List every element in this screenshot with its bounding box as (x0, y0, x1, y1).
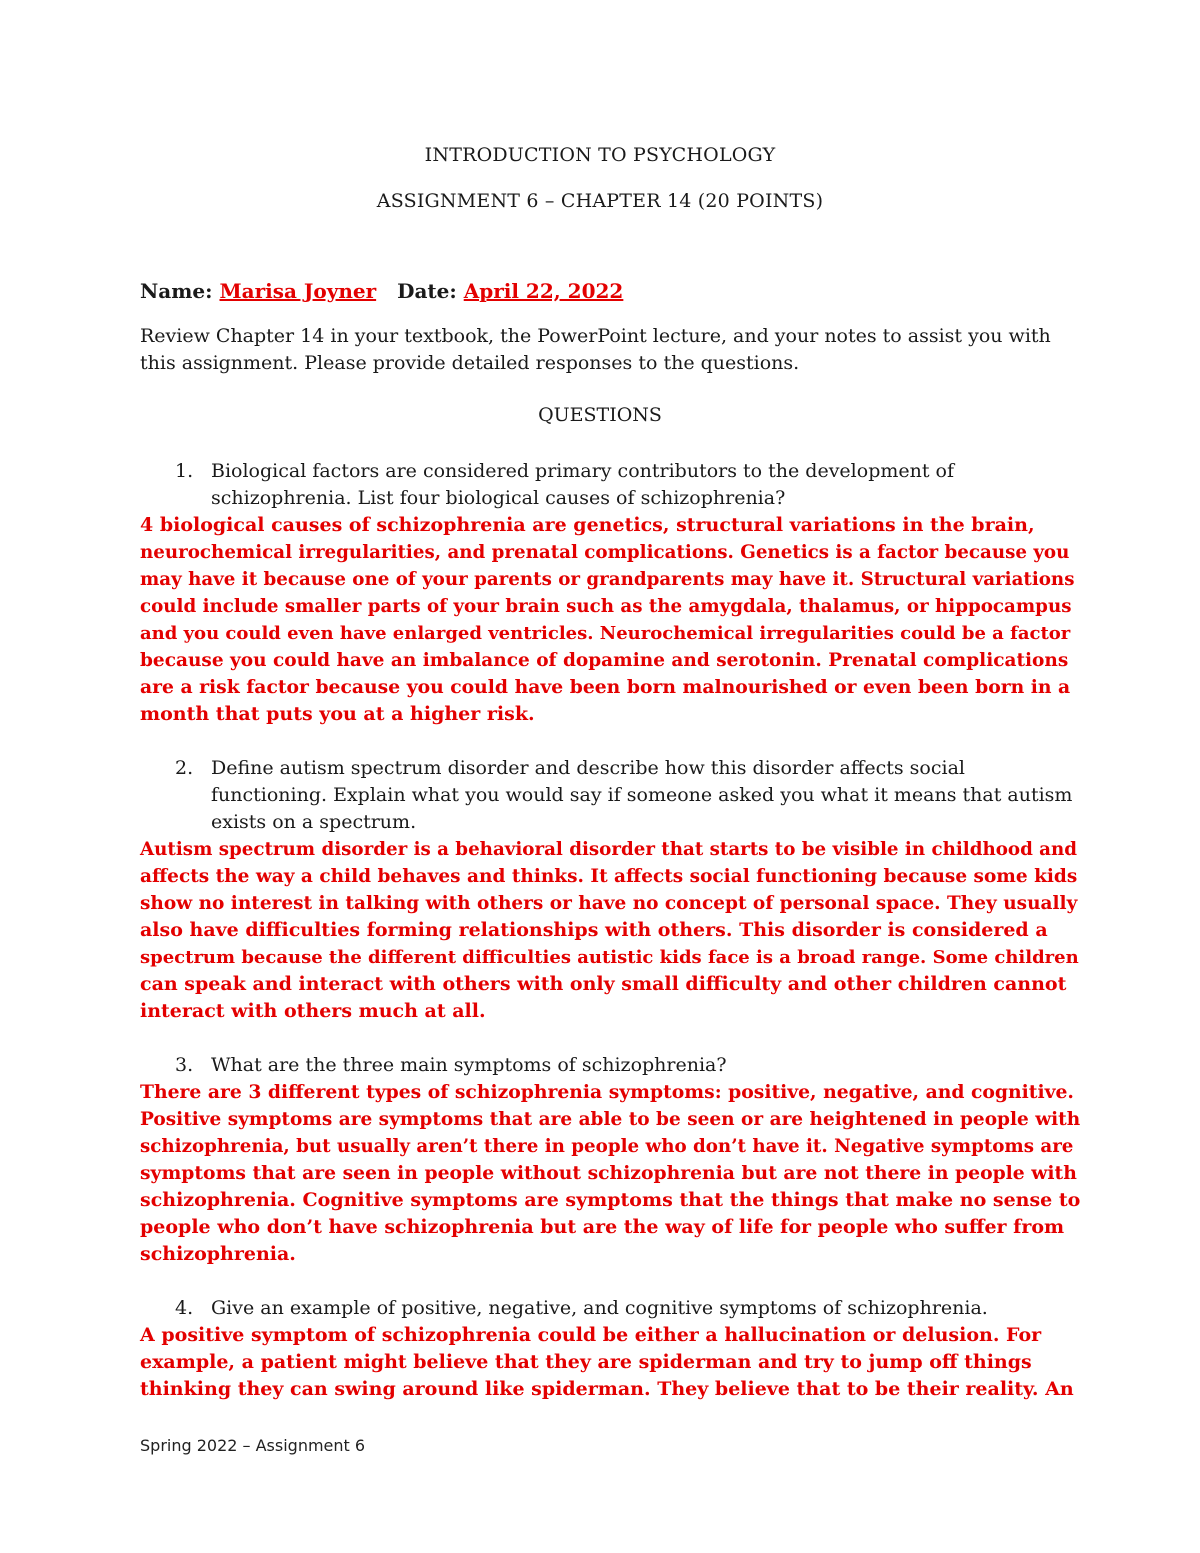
question-text (211, 1295, 988, 1322)
question-line: What are the three main symptoms of schizophrenia? (211, 1054, 727, 1076)
answer-line: example, a patient might believe that they are spiderman and try to jump off things (140, 1351, 1032, 1373)
answer-line: show no interest in talking with others or have no concept of personal space. They usually (140, 893, 1078, 914)
answer-line: schizophrenia. Cognitive symptoms are symptoms that the things that make no sense to (140, 1189, 1081, 1211)
answer-line: spectrum because the different difficulties autistic kids face is a broad range. Some children (140, 947, 1079, 968)
question-number: 1. (175, 460, 194, 482)
name-label: Name: (140, 279, 213, 303)
questions-heading: QUESTIONS (538, 404, 662, 426)
answer-line: schizophrenia, but usually aren’t there in people who don’t have it. Negative symptoms are (140, 1136, 1074, 1157)
answer-line: affects the way a child behaves and thinks. It affects social functioning because some kids (140, 866, 1078, 887)
question-line: functioning. Explain what you would say if someone asked you what it means that autism (211, 784, 1073, 806)
answer-2 (140, 836, 1080, 1025)
question-line: Give an example of positive, negative, and cognitive symptoms of schizophrenia. (211, 1297, 988, 1319)
instructions-paragraph (140, 323, 1070, 377)
answer-line: Positive symptoms are symptoms that are able to be seen or are heightened in people with (140, 1109, 1081, 1130)
page-footer: Spring 2022 – Assignment 6 (140, 1436, 366, 1455)
answer-line: also have difficulties forming relationships with others. This disorder is considered a (140, 919, 1048, 941)
answer-line: interact with others much at all. (140, 1000, 486, 1022)
answer-line: thinking they can swing around like spiderman. They believe that to be their reality. An (140, 1378, 1074, 1400)
answer-line: are a risk factor because you could have been born malnourished or even been born in a (140, 676, 1071, 698)
answer-4 (140, 1322, 1080, 1403)
answer-line: month that puts you at a higher risk. (140, 703, 535, 725)
answer-line: Autism spectrum disorder is a behavioral disorder that starts to be visible in childhood and (140, 839, 1078, 860)
question-line: Biological factors are considered primary contributors to the development of (211, 460, 954, 482)
question-line: schizophrenia. List four biological causes of schizophrenia? (211, 487, 786, 509)
answer-line: may have it because one of your parents or grandparents may have it. Structural variations (140, 569, 1075, 590)
answer-1 (140, 512, 1080, 728)
course-title: INTRODUCTION TO PSYCHOLOGY (424, 144, 776, 166)
answer-line: and you could even have enlarged ventricles. Neurochemical irregularities could be a factor (140, 623, 1071, 644)
answer-3 (140, 1079, 1080, 1268)
answer-line: A positive symptom of schizophrenia could be either a hallucination or delusion. For (140, 1324, 1042, 1346)
answer-line: There are 3 different types of schizophrenia symptoms: positive, negative, and cognitive. (140, 1081, 1074, 1103)
question-text (211, 755, 1072, 836)
name-date-line (140, 279, 623, 303)
question-text (211, 458, 954, 512)
name-value: Marisa Joyner (219, 279, 377, 303)
assignment-title: ASSIGNMENT 6 – CHAPTER 14 (20 POINTS) (376, 190, 824, 212)
question-line: exists on a spectrum. (211, 811, 417, 833)
answer-line: people who don’t have schizophrenia but are the way of life for people who suffer from (140, 1216, 1065, 1238)
answer-line: schizophrenia. (140, 1243, 296, 1265)
answer-line: because you could have an imbalance of dopamine and serotonin. Prenatal complications (140, 650, 1069, 671)
answer-line: neurochemical irregularities, and prenatal complications. Genetics is a factor because you (140, 542, 1070, 563)
instructions-line: this assignment. Please provide detailed responses to the questions. (140, 352, 800, 374)
question-text (211, 1052, 727, 1079)
question-number: 2. (175, 757, 194, 779)
question-line: Define autism spectrum disorder and describe how this disorder affects social (211, 757, 965, 779)
date-label: Date: (397, 279, 457, 303)
date-value: April 22, 2022 (463, 279, 624, 303)
question-number: 3. (175, 1054, 194, 1076)
answer-line: 4 biological causes of schizophrenia are genetics, structural variations in the brain, (140, 514, 1035, 536)
instructions-line: Review Chapter 14 in your textbook, the PowerPoint lecture, and your notes to assist you with (140, 325, 1051, 347)
answer-line: can speak and interact with others with only small difficulty and other children cannot (140, 973, 1067, 995)
question-number: 4. (175, 1297, 194, 1319)
answer-line: could include smaller parts of your brain such as the amygdala, thalamus, or hippocampus (140, 596, 1072, 617)
answer-line: symptoms that are seen in people without schizophrenia but are not there in people with (140, 1162, 1077, 1184)
